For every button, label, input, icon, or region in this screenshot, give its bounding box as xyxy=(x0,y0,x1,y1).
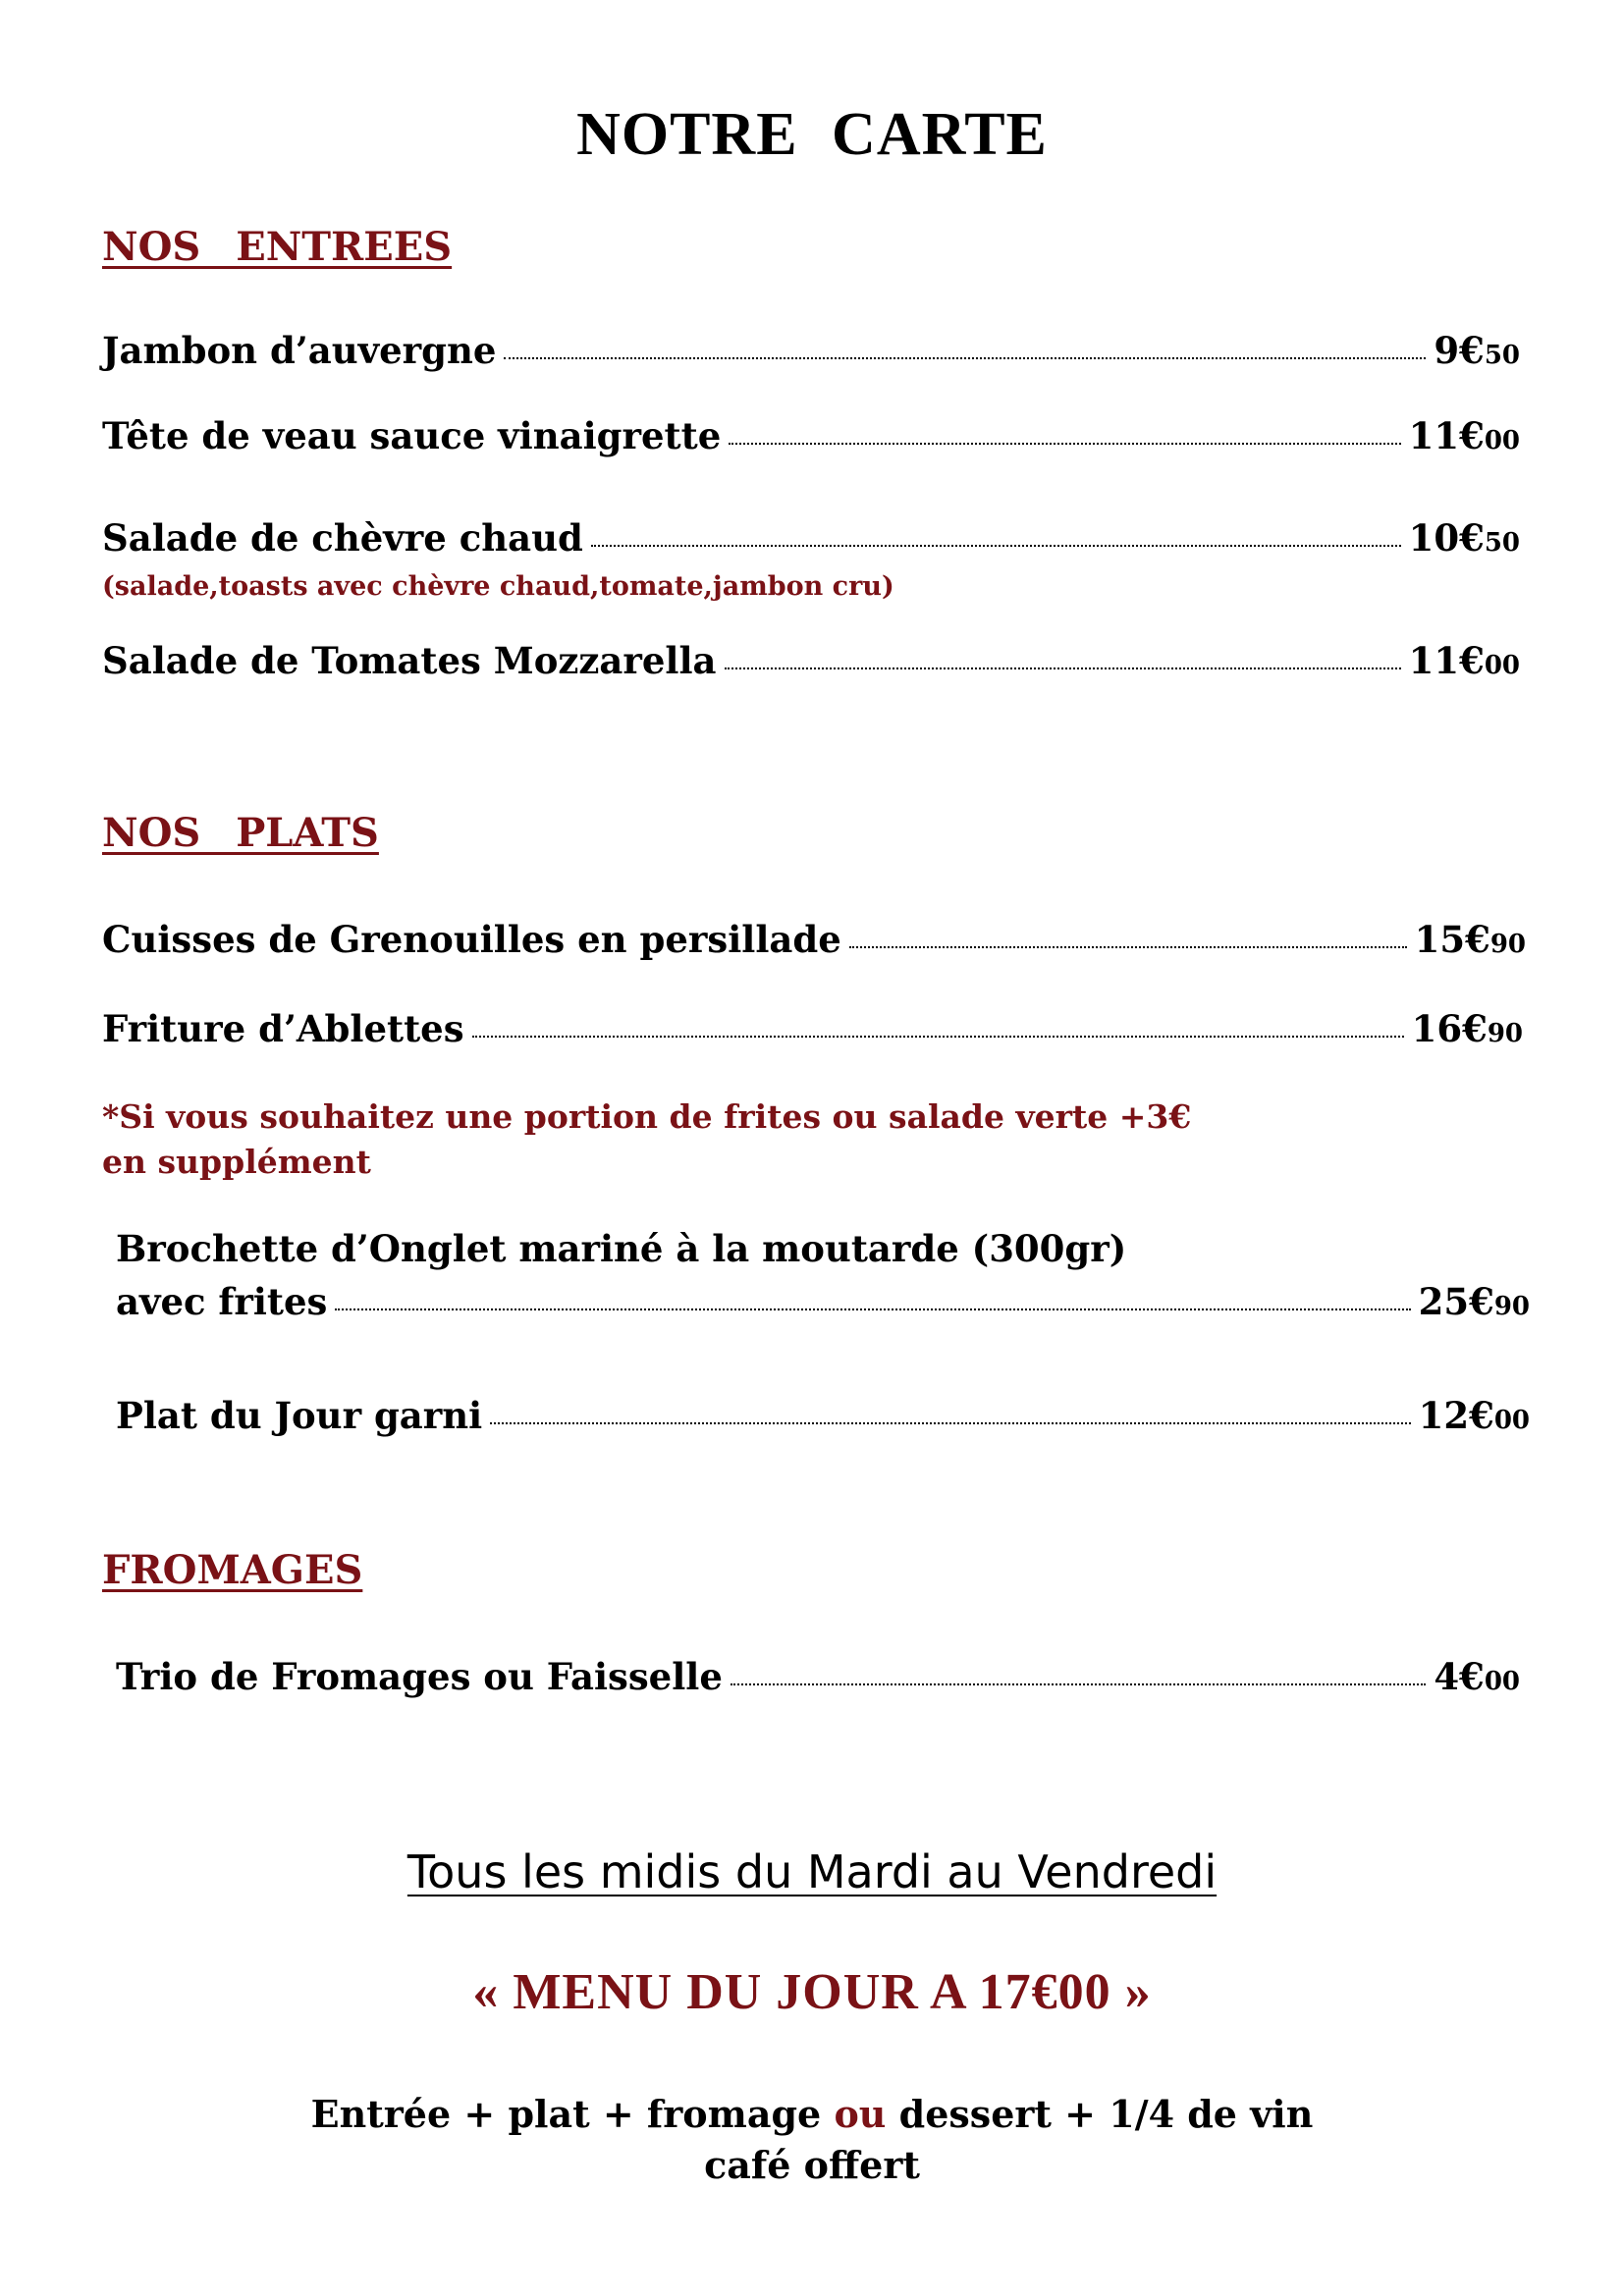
item-name: avec frites xyxy=(116,1280,328,1323)
promo-menu-title: « MENU DU JOUR A 17€00 » xyxy=(472,1964,1152,2020)
page-title: NOTRE CARTE xyxy=(576,101,1048,168)
menu-item xyxy=(102,516,1520,560)
menu-item xyxy=(116,1280,1530,1323)
item-price: 15€90 xyxy=(1414,918,1526,961)
item-description: (salade,toasts avec chèvre chaud,tomate,jambon cru) xyxy=(102,571,894,602)
item-name: Salade de chèvre chaud xyxy=(102,516,583,560)
dot-leader xyxy=(849,946,1407,948)
item-name: Jambon d’auvergne xyxy=(102,329,497,372)
item-name: Cuisses de Grenouilles en persillade xyxy=(102,918,841,961)
promo-details: Entrée + plat + fromage ou dessert + 1/4 de vin café offert xyxy=(310,2092,1314,2187)
section-heading-entrees: NOS ENTREES xyxy=(102,224,453,270)
dot-leader xyxy=(472,1036,1404,1038)
item-name: Friture d’Ablettes xyxy=(102,1007,464,1050)
item-name: Plat du Jour garni xyxy=(116,1394,483,1437)
menu-item xyxy=(102,918,1526,961)
section-heading-fromages: FROMAGES xyxy=(102,1547,363,1593)
item-name: Salade de Tomates Mozzarella xyxy=(102,639,717,682)
item-price: 25€90 xyxy=(1418,1280,1530,1323)
dot-leader xyxy=(490,1422,1410,1424)
item-name: Tête de veau sauce vinaigrette xyxy=(102,414,722,457)
item-name-line1: Brochette d’Onglet mariné à la moutarde (300gr) xyxy=(116,1227,1127,1270)
menu-item xyxy=(116,1655,1520,1698)
section-heading-plats: NOS PLATS xyxy=(102,810,379,856)
item-price: 9€50 xyxy=(1434,329,1520,372)
menu-item xyxy=(102,414,1520,457)
side-option-note: *Si vous souhaitez une portion de frites ou salade verte +3€ en supplément xyxy=(102,1097,1192,1181)
item-price: 11€00 xyxy=(1408,639,1520,682)
menu-item xyxy=(102,1007,1523,1050)
promo-heading: Tous les midis du Mardi au Vendredi xyxy=(406,1845,1218,1898)
dot-leader xyxy=(504,357,1426,359)
item-price: 16€90 xyxy=(1411,1007,1523,1050)
item-price: 10€50 xyxy=(1408,516,1520,560)
dot-leader xyxy=(335,1308,1410,1310)
menu-item xyxy=(102,329,1520,372)
item-name: Trio de Fromages ou Faisselle xyxy=(116,1655,723,1698)
dot-leader xyxy=(591,545,1401,547)
item-price: 12€00 xyxy=(1418,1394,1530,1437)
dot-leader xyxy=(731,1683,1426,1685)
dot-leader xyxy=(725,667,1401,669)
menu-item xyxy=(116,1394,1530,1437)
dot-leader xyxy=(729,443,1400,445)
item-price: 11€00 xyxy=(1408,414,1520,457)
menu-item xyxy=(102,639,1520,682)
item-price: 4€00 xyxy=(1434,1655,1520,1698)
